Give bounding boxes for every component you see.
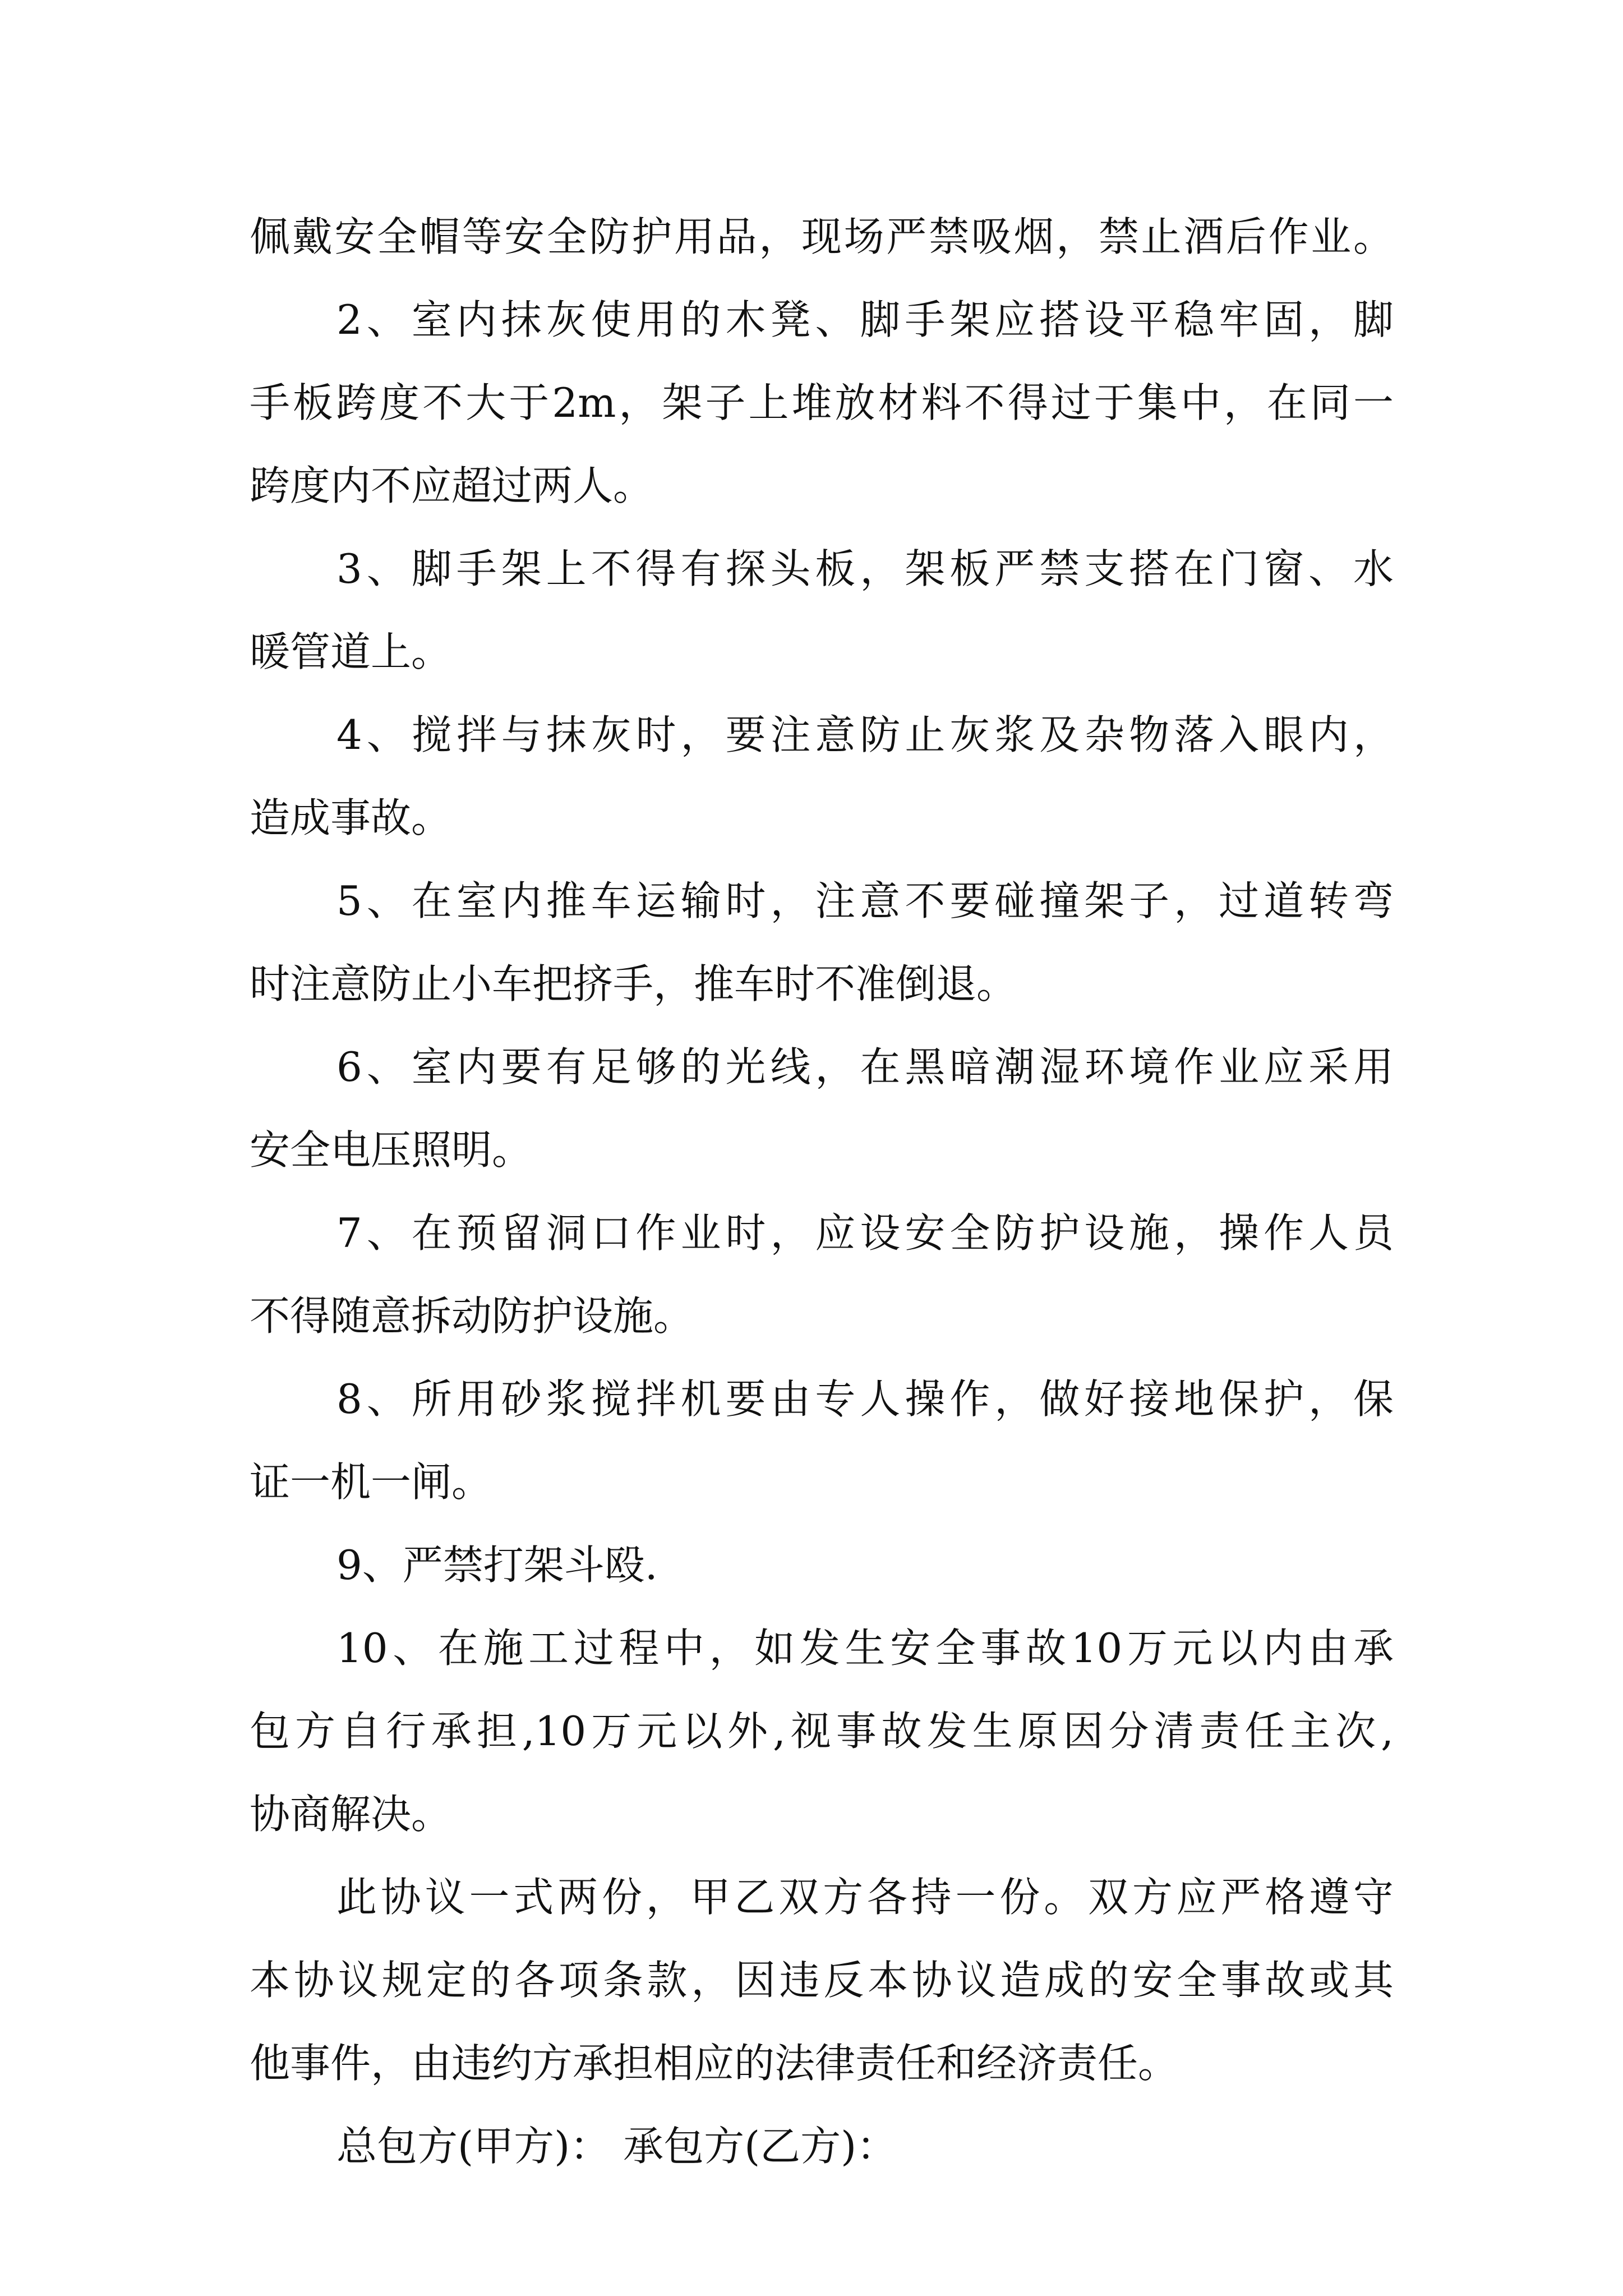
clause-4-line-1: 4、搅拌与抹灰时，要注意防止灰浆及杂物落入眼内， [336,711,1394,758]
clause-7-line-2: 不得随意拆动防护设施。 [250,1292,694,1340]
clause-4-line-2: 造成事故。 [250,794,452,841]
clause-10-line-3: 协商解决。 [250,1791,452,1838]
clause-10-line-1: 10、在施工过程中，如发生安全事故10万元以内由承 [336,1625,1394,1672]
signature-line: 总包方(甲方)： 承包方(乙方)： [336,2123,897,2170]
clause-3-line-1: 3、脚手架上不得有探头板，架板严禁支搭在门窗、水 [336,545,1394,592]
clause-5-line-2: 时注意防止小车把挤手，推车时不准倒退。 [250,960,1017,1007]
clause-5-line-1: 5、在室内推车运输时，注意不要碰撞架子，过道转弯 [336,877,1394,924]
clause-2-line-1: 2、室内抹灰使用的木凳、脚手架应搭设平稳牢固，脚 [336,296,1394,343]
clause-2-line-2: 手板跨度不大于2m，架子上堆放材料不得过于集中，在同一 [250,379,1394,426]
clause-6-line-1: 6、室内要有足够的光线，在黑暗潮湿环境作业应采用 [336,1043,1394,1091]
clause-10-line-2: 包方自行承担,10万元以外,视事故发生原因分清责任主次, [250,1708,1394,1755]
clause-6-line-2: 安全电压照明。 [250,1126,533,1174]
clause-8-line-1: 8、所用砂浆搅拌机要由专人操作，做好接地保护，保 [336,1375,1394,1423]
closing-line-1: 此协议一式两份，甲乙双方各持一份。双方应严格遵守 [336,1874,1394,1921]
clause-3-line-2: 暖管道上。 [250,628,452,675]
clause-9-line-1: 9、严禁打架斗殴. [336,1542,658,1589]
clause-8-line-2: 证一机一闸。 [250,1458,492,1506]
clause-2-line-3: 跨度内不应超过两人。 [250,462,654,509]
closing-line-3: 他事件，由违约方承担相应的法律责任和经济责任。 [250,2040,1179,2087]
text-line-1: 佩戴安全帽等安全防护用品，现场严禁吸烟，禁止酒后作业。 [250,213,1394,260]
clause-7-line-1: 7、在预留洞口作业时，应设安全防护设施，操作人员 [336,1209,1394,1257]
closing-line-2: 本协议规定的各项条款，因违反本协议造成的安全事故或其 [250,1957,1394,2004]
